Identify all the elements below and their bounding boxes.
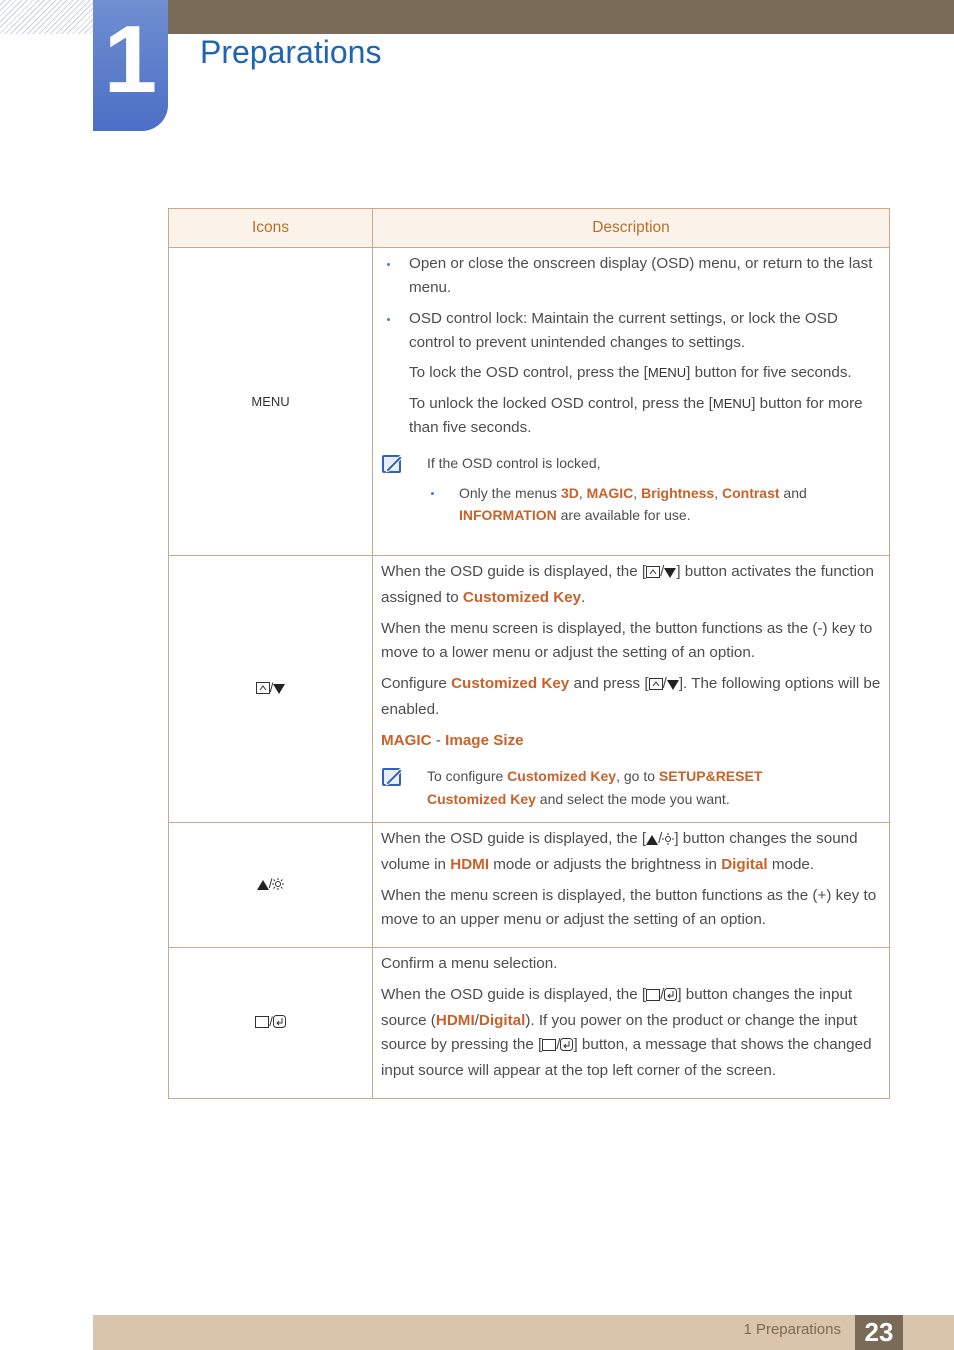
custom-para-1: When the OSD guide is displayed, the [ / ] button activates the function assigned to Customized Key.: [381, 563, 874, 606]
customized-key-icon: [256, 678, 270, 702]
brightness-icon: [272, 874, 284, 898]
custom-para-2: When the menu screen is displayed, the button functions as the (-) key to move to a lower menu or adjust the setting of an option.: [381, 620, 873, 661]
custom-para-3: Configure Customized Key and press [ / ]. The following options will be enabled.: [381, 675, 881, 718]
table-row-menu: [169, 248, 890, 556]
chapter-number-tab: [93, 0, 168, 131]
menu-bullet-1: Open or close the onscreen display (OSD) menu, or return to the last menu.: [381, 252, 881, 300]
desc-cell-brightness: [373, 823, 890, 948]
page-number: 23: [855, 1315, 903, 1350]
table-row-customized-key: [169, 556, 890, 823]
source-para-2: When the OSD guide is displayed, the [ / ] button changes the input source (HDMI/Digital). If you power on the product or change the input source by pressing the [ / ] button, a message that shows the changed input source will appear at the top left corner of the screen.: [381, 986, 872, 1079]
note-pencil-icon: [381, 765, 405, 789]
table-row-brightness: [169, 823, 890, 948]
menu-bullet-2: OSD control lock: Maintain the current settings, or lock the OSD control to prevent unintended changes to settings.: [381, 307, 881, 355]
header-bar: [93, 0, 954, 34]
corner-hatch: [0, 0, 93, 34]
down-triangle-icon: [273, 678, 285, 702]
menu-note: [381, 452, 881, 526]
note-intro: If the OSD control is locked,: [427, 455, 601, 471]
source-para-1: Confirm a menu selection.: [381, 955, 558, 972]
enter-icon: [273, 1012, 286, 1036]
buttons-table: [168, 208, 890, 1099]
icon-cell-menu: [169, 248, 373, 556]
footer-section-label: 1 Preparations: [743, 1321, 841, 1338]
bright-para-1: When the OSD guide is displayed, the [ / ] button changes the sound volume in HDMI mode or adjusts the brightness in Digital mode.: [381, 830, 858, 873]
bright-para-2: When the menu screen is displayed, the button functions as the (+) key to move to an upper menu or adjust the setting of an option.: [381, 887, 877, 928]
unlock-instruction: To unlock the locked OSD control, press the [MENU] button for more than five seconds.: [409, 395, 863, 436]
icon-cell-customized-key: /: [169, 556, 373, 823]
page-title: Preparations: [200, 34, 382, 70]
note-pencil-icon: [381, 452, 405, 476]
lock-instruction: To lock the OSD control, press the [MENU] button for five seconds.: [409, 364, 852, 381]
table-header-row: [169, 209, 890, 248]
icon-cell-brightness: /: [169, 823, 373, 948]
table-row-source: [169, 948, 890, 1099]
chapter-number: 1: [103, 6, 158, 113]
icon-cell-source: /: [169, 948, 373, 1099]
source-icon: [255, 1012, 269, 1036]
note-available-menus: Only the menus 3D, MAGIC, Brightness, Contrast and INFORMATION are available for use.: [427, 482, 881, 526]
desc-cell-customized-key: [373, 556, 890, 823]
desc-cell-menu: [373, 248, 890, 556]
header-icons: Icons: [169, 209, 373, 248]
desc-cell-source: [373, 948, 890, 1099]
custom-note: To configure Customized Key, go to SETUP&RESET Customized Key and select the mode you want.: [381, 765, 881, 811]
custom-options: MAGIC - Image Size: [381, 732, 524, 749]
header-description: Description: [373, 209, 890, 248]
menu-key-label: MENU: [251, 393, 290, 409]
up-triangle-icon: [257, 874, 269, 898]
